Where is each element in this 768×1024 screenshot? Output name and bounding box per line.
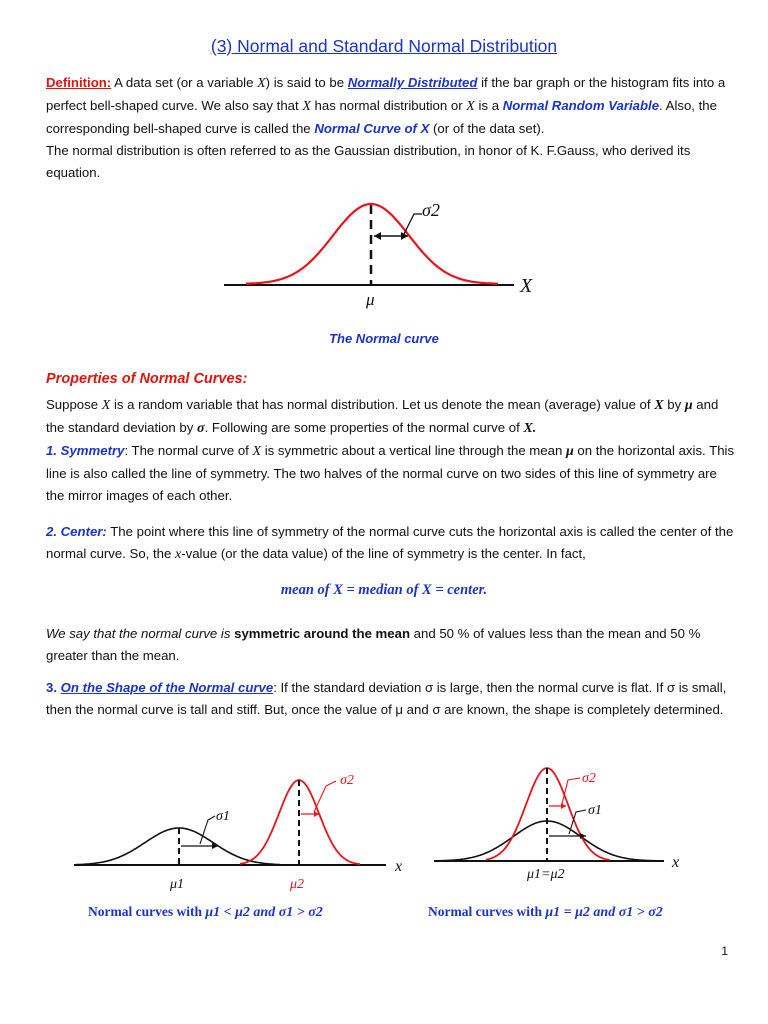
symmetry-note [46,623,736,667]
property2-text: -value (or the data value) of the line of symmetry is the center. In fact, [181,546,586,561]
figure3-sigma1-label: σ1 [588,803,602,818]
property3-label: On the Shape of the Normal curve [60,680,274,695]
figure1-arrowhead-left [374,232,381,240]
figure3-caption-text: Normal curves with [428,904,546,919]
variable-x: X [101,398,111,413]
property1-text: : The normal curve of [124,443,253,458]
symbol-mu: μ [565,444,574,459]
figure1-x-label: X [520,275,533,297]
intro-text: is a random variable that has normal distribution. Let us denote the mean (average) value of [110,397,655,412]
page-title: (3) Normal and Standard Normal Distribution [210,36,558,56]
intro-text: and the standard deviation by [46,397,719,435]
figure3-sigma2-leader [562,778,580,804]
properties-intro [46,394,736,507]
figure3-x-label: x [672,854,680,871]
figure2-sigma1-label: σ1 [216,809,230,824]
definition-label: Definition: [46,75,112,90]
property3-number: 3. [46,680,61,695]
property3-paragraph [46,677,736,721]
same-mean-figure [428,760,708,890]
note-emphasis: symmetric around the mean [234,626,411,641]
property2-text: The point where this line of symmetry of the normal curve cuts the horizontal axis is called the center of the normal curve. So, the [46,524,734,561]
figure2-caption-text: Normal curves with [88,904,206,919]
property1-label: Symmetry [60,443,125,458]
intro-text: by [663,397,685,412]
term-normal-curve: Normal Curve of X [314,121,430,136]
definition-text: . Also, the corresponding bell-shaped curve is called the [46,98,717,136]
page-number: 1 [721,944,728,958]
property3-text: : If the standard deviation σ is large, then the normal curve is flat. If σ is small, then the normal curve is tall and stiff. But, once the value of μ and σ are known, the shape is completely determined. [46,680,727,717]
figure2-caption-condition: μ1 < μ2 and σ1 > σ2 [205,905,323,920]
definition-text: is a [474,98,503,113]
variable-x: X. [523,421,537,436]
figure1-sigma-label: σ2 [422,200,440,220]
symbol-mu: μ [684,398,693,413]
figure3-caption [428,904,663,921]
definition-text: ) is said to be [265,75,348,90]
definition-text: A data set (or a variable [111,75,258,90]
figure3-mu-label: μ1=μ2 [527,867,565,882]
variable-x: X [252,444,262,459]
gauss-note: The normal distribution is often referred to as the Gaussian distribution, in honor of K. F.Gauss, who derived its equation. [46,143,691,180]
property2-paragraph [46,521,736,566]
normal-curve-figure [218,192,548,317]
property1-text: on the horizontal axis. This line is also called the line of symmetry. The two halves of the normal curve on two sides of this line of symmetry are the mirror images of each other. [46,443,735,503]
variable-x: X [466,99,475,114]
intro-text: Suppose [46,397,102,412]
figure2-mu2-label: μ2 [290,877,305,892]
variable-x: X [257,76,266,91]
intro-text: . Following are some properties of the normal curve of [204,420,524,435]
symbol-sigma: σ [197,421,205,436]
figure2-caption [88,904,323,921]
figure3-caption-condition: μ1 = μ2 and σ1 > σ2 [545,905,663,920]
term-normal-random-variable: Normal Random Variable [502,98,660,113]
figure1-caption: The Normal curve [329,331,439,346]
property1-number: 1. [46,443,61,458]
note-text: We say that the normal curve is [46,626,235,641]
variable-x: X [302,99,311,114]
different-means-figure [70,762,415,897]
variable-x: x [175,547,182,562]
figure2-x-label: x [395,858,403,875]
note-text: and 50 % of values less than the mean and 50 % greater than the mean. [46,626,701,663]
variable-x: X [654,398,664,413]
figure2-sigma2-label: σ2 [340,773,354,788]
figure1-mu-label: μ [366,290,375,309]
definition-text: if the bar graph or the histogram fits into a perfect bell-shaped curve. We also say that [46,75,726,113]
term-normally-distributed: Normally Distributed [347,75,478,90]
definition-text: (or of the data set). [429,121,545,136]
definition-paragraph [46,72,736,184]
center-equation: mean of X = median of X = center. [280,582,488,598]
property2-label: 2. Center: [46,524,107,539]
figure3-sigma2-label: σ2 [582,771,596,786]
definition-text: has normal distribution or [310,98,467,113]
property1-text: is symmetric about a vertical line through the mean [261,443,566,458]
figure2-mu1-label: μ1 [170,877,185,892]
properties-heading: Properties of Normal Curves: [46,371,248,387]
